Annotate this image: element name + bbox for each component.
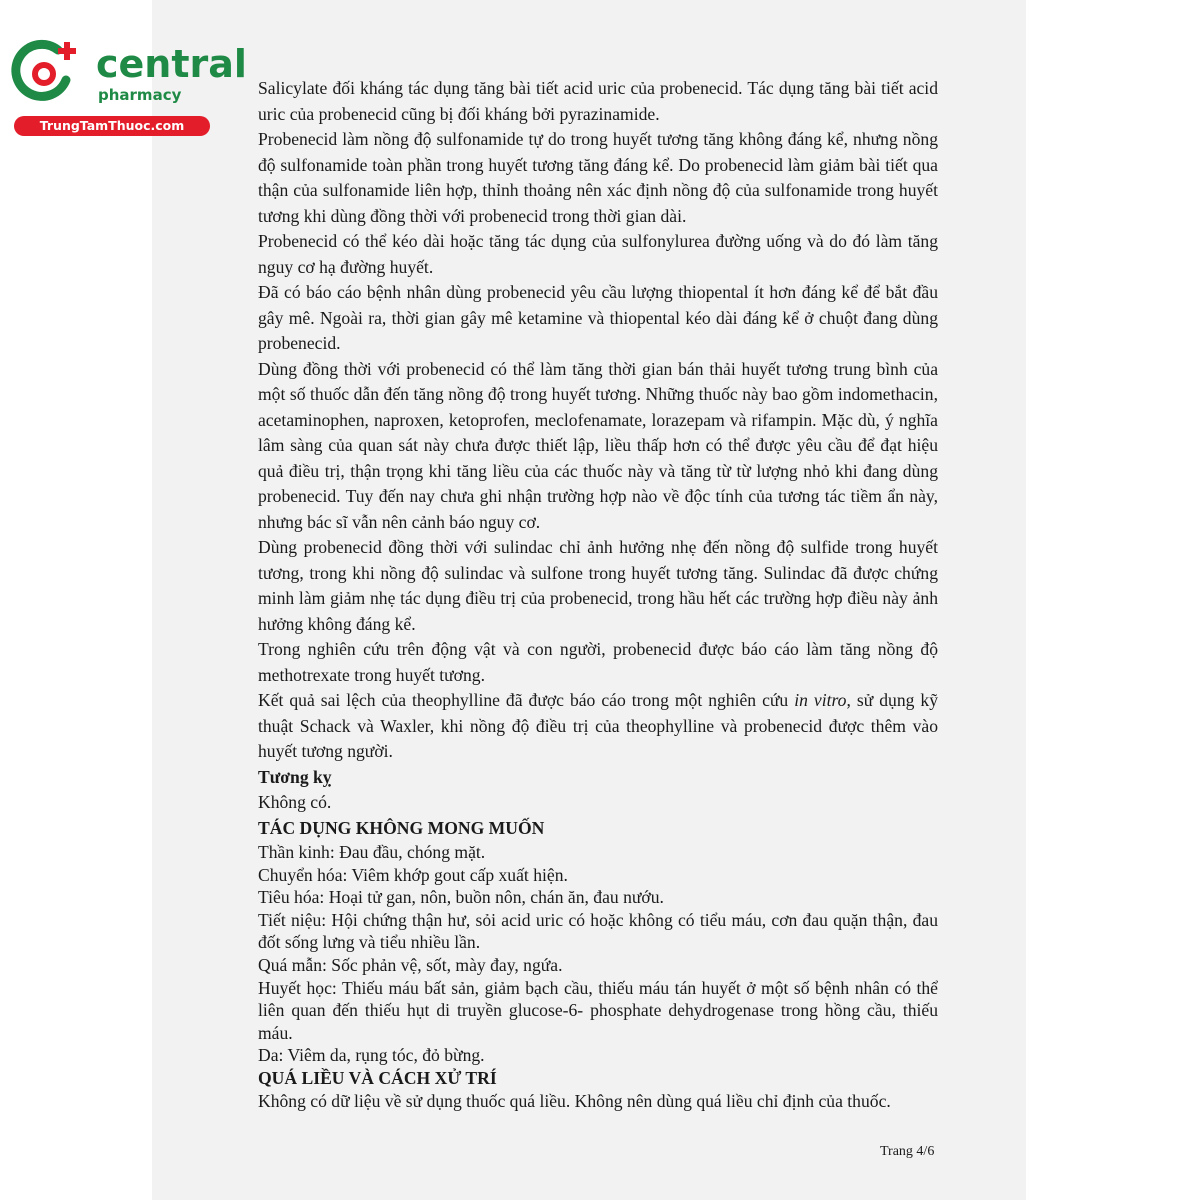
adverse-urinary: Tiết niệu: Hội chứng thận hư, sỏi acid uric có hoặc không có tiểu máu, cơn đau quặn thận, đau đốt sống lưng và tiểu nhiều lần. [258,909,938,953]
paragraph-theophylline [258,688,938,765]
brand-logo[interactable] [10,36,247,136]
paragraph-sulindac: Dùng probenecid đồng thời với sulindac chỉ ảnh hưởng nhẹ đến nồng độ sulfide trong huyết tương, trong khi nồng độ sulindac và sulfone trong huyết tương tăng. Sulindac đã được chứng minh làm giảm nhẹ tác dụng điều trị của probenecid, trong hầu hết các trường hợp điều này ảnh hưởng không đáng kể. [258,537,938,634]
heading-overdose: QUÁ LIỀU VÀ CÁCH XỬ TRÍ [258,1067,497,1088]
theophylline-text-end: , sử dụng kỹ thuật Schack và Waxler, khi nồng độ điều trị của theophylline và probenecid được thêm vào huyết tương người. [258,690,938,761]
paragraph-sulfonamide: Probenecid làm nồng độ sulfonamide tự do trong huyết tương tăng không đáng kể, nhưng nồng độ sulfonamide toàn phần trong huyết tương tăng đáng kể. Do probenecid làm giảm bài tiết qua thận của sulfonamide liên hợp, thỉnh thoảng nên xác định nồng độ của sulfonamide trong huyết tương khi dùng đồng thời với probenecid trong thời gian dài. [258,129,938,226]
adverse-hypersensitivity: Quá mẫn: Sốc phản vệ, sốt, mày đay, ngứa. [258,954,563,975]
adverse-digestive: Tiêu hóa: Hoại tử gan, nôn, buồn nôn, chán ăn, đau nướu. [258,887,664,908]
incompatibility-text: Không có. [258,792,332,812]
in-vitro-term: in vitro [794,690,847,710]
brand-name: central [96,42,247,86]
red-stamp-mark [1012,590,1040,750]
heading-incompatibility: Tương kỵ [258,766,332,787]
overdose-text: Không có dữ liệu về sử dụng thuốc quá liều. Không nên dùng quá liều chỉ định của thuốc. [258,1090,891,1111]
paragraph-methotrexate: Trong nghiên cứu trên động vật và con người, probenecid được báo cáo làm tăng nồng độ methotrexate trong huyết tương. [258,639,938,685]
adverse-skin: Da: Viêm da, rụng tóc, đỏ bừng. [258,1045,485,1066]
central-pharmacy-logo-icon [10,36,80,106]
brand-subtitle: pharmacy [98,86,182,104]
paragraph-thiopental: Đã có báo cáo bệnh nhân dùng probenecid yêu cầu lượng thiopental ít hơn đáng kể để bắt đầu gây mê. Ngoài ra, thời gian gây mê ketamine và thiopental kéo dài đáng kể ở chuột đang dùng probenecid. [258,282,938,353]
adverse-hematology: Huyết học: Thiếu máu bất sản, giảm bạch cầu, thiếu máu tán huyết ở một số bệnh nhân có thể liên quan đến thiếu hụt di truyền glucose-6- phosphate dehydrogenase trong hồng cầu, thiếu máu. [258,977,938,1043]
adverse-metabolic: Chuyển hóa: Viêm khớp gout cấp xuất hiện. [258,864,568,885]
paragraph-sulfonylurea: Probenecid có thể kéo dài hoặc tăng tác dụng của sulfonylurea đường uống và do đó làm tăng nguy cơ hạ đường huyết. [258,231,938,277]
paragraph-salicylate: Salicylate đối kháng tác dụng tăng bài tiết acid uric của probenecid. Tác dụng tăng bài tiết acid uric của probenecid cũng bị đối kháng bởi pyrazinamide. [258,78,938,124]
heading-adverse-effects: TÁC DỤNG KHÔNG MONG MUỐN [258,817,545,838]
page-number: Trang 4/6 [880,1144,935,1159]
brand-url[interactable]: TrungTamThuoc.com [14,116,210,136]
document-body [258,76,938,1112]
paragraph-half-life: Dùng đồng thời với probenecid có thể làm tăng thời gian bán thải huyết tương trung bình của một số thuốc dẫn đến tăng nồng độ trong huyết tương. Những thuốc này bao gồm indomethacin, acetaminophen, naproxen, ketoprofen, meclofenamate, lorazepam và rifampin. Mặc dù, ý nghĩa lâm sàng của quan sát này chưa được thiết lập, liều thấp hơn có thể được yêu cầu để đạt hiệu quả điều trị, thận trọng khi tăng liều của các thuốc này và tăng từ từ lượng nhỏ khi đang dùng probenecid. Tuy đến nay chưa ghi nhận trường hợp nào về độc tính của tương tác tiềm ẩn này, nhưng bác sĩ vẫn nên cảnh báo nguy cơ. [258,358,938,532]
theophylline-text-start: Kết quả sai lệch của theophylline đã được báo cáo trong một nghiên cứu [258,690,795,710]
adverse-neuro: Thần kinh: Đau đầu, chóng mặt. [258,842,486,862]
